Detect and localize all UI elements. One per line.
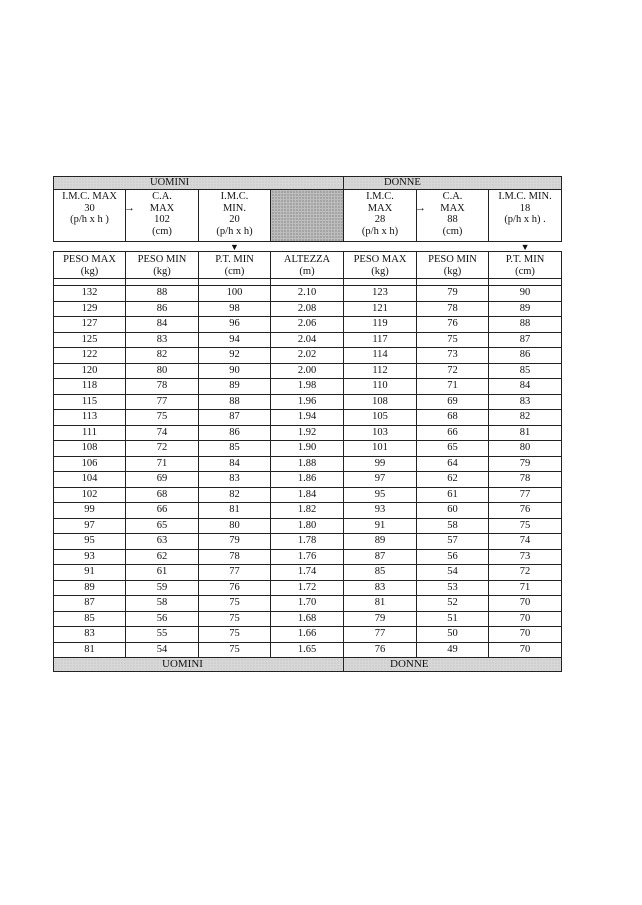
table-cell: 83 [199, 472, 271, 488]
table-cell: 61 [126, 565, 199, 581]
table-cell: 71 [126, 456, 199, 472]
table-cell: 121 [344, 301, 417, 317]
table-cell: 49 [417, 642, 489, 658]
table-cell: 1.82 [271, 503, 344, 519]
table-cell: 81 [54, 642, 126, 658]
table-cell: 86 [199, 425, 271, 441]
table-cell: 2.08 [271, 301, 344, 317]
header-line: MAX [149, 202, 175, 214]
column-header-row [54, 252, 562, 279]
column-header-line: PESO MIN [428, 254, 477, 265]
table-cell: 129 [54, 301, 126, 317]
table-cell: 70 [489, 642, 562, 658]
table-cell: 77 [344, 627, 417, 643]
table-cell: 64 [417, 456, 489, 472]
table-row [54, 596, 562, 612]
table-cell: 2.10 [271, 286, 344, 302]
table-cell: 111 [54, 425, 126, 441]
column-header [54, 252, 126, 279]
table-cell: 74 [126, 425, 199, 441]
table-row [54, 503, 562, 519]
footer-men-label: UOMINI [162, 658, 203, 670]
table-cell: 76 [344, 642, 417, 658]
table-cell: 80 [126, 363, 199, 379]
header-line: I.M.C. MIN. [498, 191, 552, 202]
table-row [54, 394, 562, 410]
table-cell: 54 [126, 642, 199, 658]
table-cell: 79 [199, 534, 271, 550]
table-cell: 2.06 [271, 317, 344, 333]
table-cell: 1.72 [271, 580, 344, 596]
table-cell: 87 [489, 332, 562, 348]
table-cell: 99 [344, 456, 417, 472]
table-row [54, 286, 562, 302]
table-cell: 1.90 [271, 441, 344, 457]
arrow-down-icon: ▼ [230, 241, 239, 252]
table-cell: 106 [54, 456, 126, 472]
arrow-right-icon: → [415, 202, 427, 214]
table-cell: 115 [54, 394, 126, 410]
table-cell: 86 [126, 301, 199, 317]
table-cell: 1.96 [271, 394, 344, 410]
table-cell: 1.88 [271, 456, 344, 472]
header-cell-imc-max-women [344, 190, 427, 242]
table-cell: 81 [344, 596, 417, 612]
footer-women-label: DONNE [390, 658, 429, 670]
table-cell: 51 [417, 611, 489, 627]
table-cell: 87 [344, 549, 417, 565]
header-line: (p/h x h ) [70, 214, 109, 225]
table-cell: 69 [126, 472, 199, 488]
column-header-line: (cm) [224, 265, 245, 277]
table-row [54, 627, 562, 643]
table-cell: 117 [344, 332, 417, 348]
header-line: 88 [447, 214, 458, 225]
column-header [199, 252, 271, 279]
table-cell: 68 [126, 487, 199, 503]
table-cell: 70 [489, 596, 562, 612]
table-cell: 89 [199, 379, 271, 395]
table-cell: 93 [344, 503, 417, 519]
table-cell: 72 [126, 441, 199, 457]
table-cell: 1.86 [271, 472, 344, 488]
header-line: MAX [367, 202, 393, 214]
table-row [54, 317, 562, 333]
table-cell: 123 [344, 286, 417, 302]
table-row [54, 580, 562, 596]
table-cell: 54 [417, 565, 489, 581]
table-cell: 65 [417, 441, 489, 457]
table-cell: 83 [126, 332, 199, 348]
column-header-line: PESO MIN [137, 254, 187, 265]
table-cell: 105 [344, 410, 417, 426]
table-cell: 2.02 [271, 348, 344, 364]
table-cell: 59 [126, 580, 199, 596]
table-row [54, 348, 562, 364]
table-row [54, 379, 562, 395]
table-cell: 70 [489, 627, 562, 643]
header-line: MIN. [222, 202, 247, 214]
table-row [54, 363, 562, 379]
column-header [271, 252, 344, 279]
table-cell: 69 [417, 394, 489, 410]
table-cell: 118 [54, 379, 126, 395]
table-cell: 58 [417, 518, 489, 534]
table-cell: 132 [54, 286, 126, 302]
table-cell: 99 [54, 503, 126, 519]
table-cell: 86 [489, 348, 562, 364]
column-header-line: P.T. MIN [505, 254, 545, 265]
table-cell: 91 [344, 518, 417, 534]
table-cell: 72 [489, 565, 562, 581]
table-cell: 78 [417, 301, 489, 317]
column-header-line: P.T. MIN [215, 254, 254, 265]
table-cell: 94 [199, 332, 271, 348]
header-cell-ca-max-women [417, 190, 489, 242]
table-cell: 127 [54, 317, 126, 333]
header-line: (p/h x h) [361, 225, 399, 237]
table-cell: 114 [344, 348, 417, 364]
table-row [54, 642, 562, 658]
header-line: 20 [229, 214, 240, 225]
table-cell: 80 [199, 518, 271, 534]
table-cell: 108 [344, 394, 417, 410]
header-line: (p/h x h) . [504, 214, 546, 225]
column-header-line: PESO MAX [63, 254, 116, 265]
table-cell: 93 [54, 549, 126, 565]
table-cell: 79 [489, 456, 562, 472]
table-cell: 58 [126, 596, 199, 612]
table-cell: 56 [126, 611, 199, 627]
table-cell: 87 [54, 596, 126, 612]
table-cell: 65 [126, 518, 199, 534]
table-cell: 80 [489, 441, 562, 457]
header-line: (cm) [152, 225, 172, 237]
weight-height-table [53, 176, 562, 252]
table-cell: 85 [344, 565, 417, 581]
table-cell: 60 [417, 503, 489, 519]
table-cell: 75 [199, 642, 271, 658]
weight-table-container [53, 176, 561, 672]
table-row [54, 611, 562, 627]
table-cell: 77 [126, 394, 199, 410]
table-cell: 104 [54, 472, 126, 488]
header-line: C.A. [152, 191, 172, 202]
table-cell: 71 [489, 580, 562, 596]
column-header-line: PESO MAX [353, 254, 407, 265]
table-cell: 77 [199, 565, 271, 581]
header-cell-blank [271, 190, 344, 242]
table-cell: 2.04 [271, 332, 344, 348]
table-cell: 75 [199, 596, 271, 612]
table-cell: 1.98 [271, 379, 344, 395]
column-header [344, 252, 417, 279]
column-header-line: (kg) [153, 265, 171, 277]
table-cell: 100 [199, 286, 271, 302]
section-women-label: DONNE [384, 177, 421, 188]
table-cell: 75 [126, 410, 199, 426]
table-cell: 95 [54, 534, 126, 550]
table-cell: 61 [417, 487, 489, 503]
table-row [54, 565, 562, 581]
table-cell: 89 [54, 580, 126, 596]
column-header-line: (m) [299, 265, 315, 277]
table-cell: 78 [199, 549, 271, 565]
table-cell: 82 [126, 348, 199, 364]
table-cell: 76 [199, 580, 271, 596]
table-cell: 1.65 [271, 642, 344, 658]
header-line: I.M.C. [366, 191, 394, 202]
table-cell: 97 [54, 518, 126, 534]
column-header-line: (kg) [371, 265, 389, 277]
table-cell: 1.94 [271, 410, 344, 426]
table-cell: 66 [417, 425, 489, 441]
header-cell-imc-max-men [54, 190, 135, 242]
table-row [54, 487, 562, 503]
table-row [54, 518, 562, 534]
arrow-right-icon: → [124, 202, 135, 214]
table-cell: 87 [199, 410, 271, 426]
table-row [54, 472, 562, 488]
table-cell: 79 [344, 611, 417, 627]
section-header-top [54, 177, 562, 190]
header-cell-imc-min-women [489, 190, 562, 252]
table-cell: 96 [199, 317, 271, 333]
table-cell: 88 [199, 394, 271, 410]
column-header-line: (kg) [443, 265, 462, 277]
header-line: I.M.C. [220, 191, 249, 202]
table-cell: 79 [417, 286, 489, 302]
column-header [417, 252, 489, 279]
table-cell: 85 [199, 441, 271, 457]
table-cell: 85 [489, 363, 562, 379]
table-row [54, 332, 562, 348]
gap-row [54, 279, 562, 286]
table-row [54, 441, 562, 457]
table-cell: 50 [417, 627, 489, 643]
table-cell: 75 [417, 332, 489, 348]
table-cell: 122 [54, 348, 126, 364]
table-cell: 84 [199, 456, 271, 472]
table-cell: 83 [54, 627, 126, 643]
header-line: 28 [374, 214, 386, 225]
table-cell: 98 [199, 301, 271, 317]
table-cell: 75 [199, 611, 271, 627]
column-header [126, 252, 199, 279]
table-cell: 89 [489, 301, 562, 317]
table-cell: 1.74 [271, 565, 344, 581]
table-row [54, 549, 562, 565]
table-cell: 71 [417, 379, 489, 395]
table-row [54, 425, 562, 441]
table-cell: 91 [54, 565, 126, 581]
table-cell: 88 [489, 317, 562, 333]
table-cell: 95 [344, 487, 417, 503]
table-cell: 92 [199, 348, 271, 364]
section-footer [54, 658, 562, 672]
table-cell: 110 [344, 379, 417, 395]
header-line: C.A. [442, 191, 463, 202]
header-line: I.M.C. MAX [62, 191, 117, 202]
table-cell: 70 [489, 611, 562, 627]
table-cell: 73 [489, 549, 562, 565]
table-cell: 72 [417, 363, 489, 379]
table-cell: 62 [126, 549, 199, 565]
table-cell: 108 [54, 441, 126, 457]
header-line: (p/h x h) [216, 225, 253, 237]
table-cell: 1.92 [271, 425, 344, 441]
table-cell: 97 [344, 472, 417, 488]
table-cell: 68 [417, 410, 489, 426]
table-cell: 75 [489, 518, 562, 534]
table-cell: 78 [489, 472, 562, 488]
table-cell: 119 [344, 317, 417, 333]
table-cell: 1.76 [271, 549, 344, 565]
table-cell: 1.78 [271, 534, 344, 550]
section-men-label: UOMINI [150, 177, 190, 188]
table-row [54, 456, 562, 472]
table-cell: 1.80 [271, 518, 344, 534]
table-cell: 120 [54, 363, 126, 379]
table-cell: 1.84 [271, 487, 344, 503]
table-cell: 81 [199, 503, 271, 519]
header-line: 30 [84, 202, 95, 214]
column-header-line: ALTEZZA [283, 254, 331, 265]
header-line: MAX [440, 202, 465, 214]
column-header [489, 252, 562, 279]
table-cell: 74 [489, 534, 562, 550]
table-cell: 1.68 [271, 611, 344, 627]
table-cell: 56 [417, 549, 489, 565]
table-cell: 1.66 [271, 627, 344, 643]
table-cell: 76 [417, 317, 489, 333]
table-cell: 66 [126, 503, 199, 519]
table-cell: 103 [344, 425, 417, 441]
table-cell: 82 [199, 487, 271, 503]
table-cell: 2.00 [271, 363, 344, 379]
header-cell-ca-max-men [126, 190, 199, 242]
table-cell: 83 [344, 580, 417, 596]
table-cell: 81 [489, 425, 562, 441]
arrow-down-icon: ▼ [520, 241, 530, 252]
table-cell: 125 [54, 332, 126, 348]
table-row [54, 534, 562, 550]
table-cell: 62 [417, 472, 489, 488]
header-cell-imc-min-men [199, 190, 271, 252]
table-cell: 90 [489, 286, 562, 302]
column-header-line: (cm) [515, 265, 535, 277]
header-line: (cm) [442, 225, 463, 237]
table-cell: 78 [126, 379, 199, 395]
table-cell: 84 [489, 379, 562, 395]
data-table [53, 251, 562, 672]
table-cell: 84 [126, 317, 199, 333]
table-row [54, 410, 562, 426]
header-row [54, 190, 562, 242]
header-line: 102 [154, 214, 170, 225]
header-line: 18 [519, 202, 531, 214]
table-cell: 63 [126, 534, 199, 550]
table-cell: 101 [344, 441, 417, 457]
table-cell: 52 [417, 596, 489, 612]
table-cell: 83 [489, 394, 562, 410]
table-cell: 75 [199, 627, 271, 643]
table-cell: 53 [417, 580, 489, 596]
table-cell: 85 [54, 611, 126, 627]
table-cell: 89 [344, 534, 417, 550]
table-cell: 88 [126, 286, 199, 302]
table-cell: 90 [199, 363, 271, 379]
table-cell: 82 [489, 410, 562, 426]
table-cell: 102 [54, 487, 126, 503]
table-cell: 55 [126, 627, 199, 643]
column-header-line: (kg) [80, 265, 99, 277]
table-cell: 73 [417, 348, 489, 364]
table-cell: 112 [344, 363, 417, 379]
table-cell: 113 [54, 410, 126, 426]
table-cell: 76 [489, 503, 562, 519]
table-cell: 77 [489, 487, 562, 503]
table-cell: 1.70 [271, 596, 344, 612]
table-row [54, 301, 562, 317]
table-cell: 57 [417, 534, 489, 550]
